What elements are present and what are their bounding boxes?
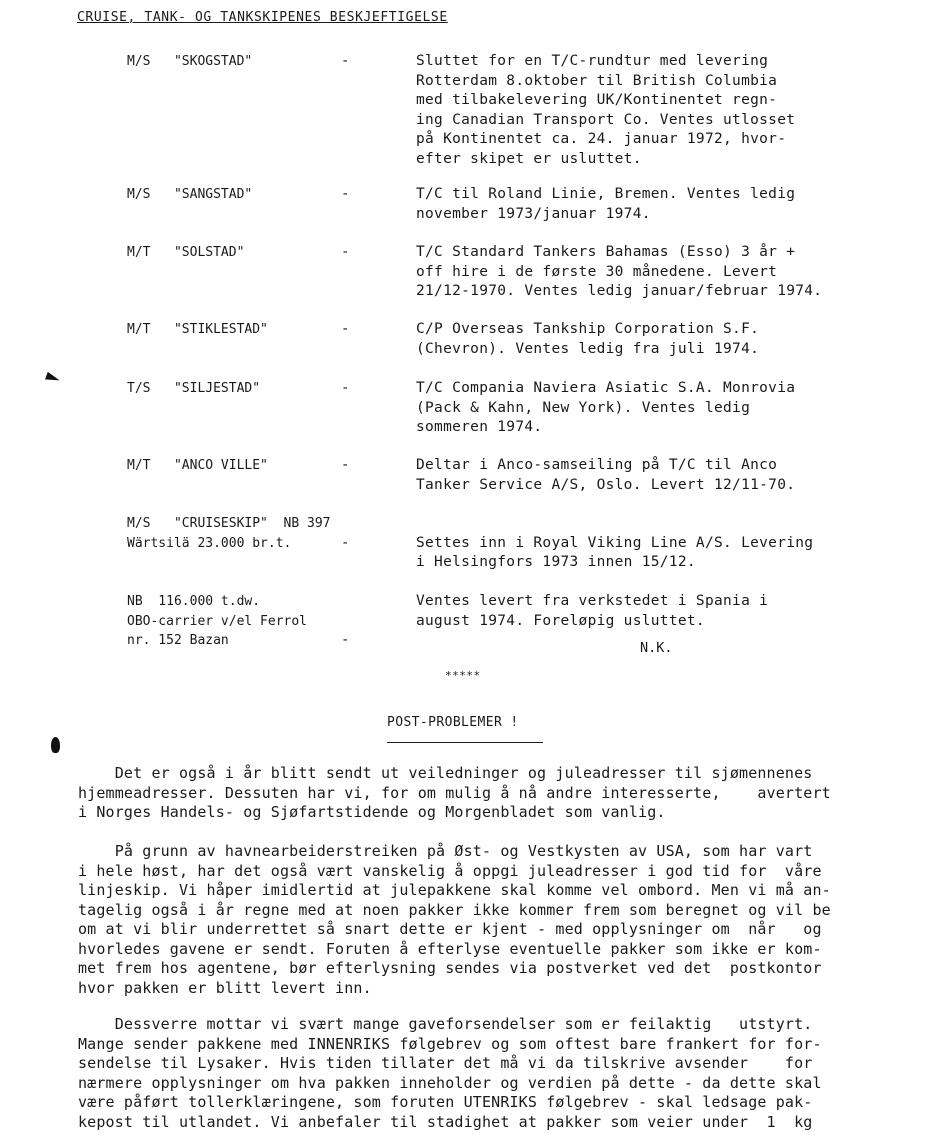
paragraph-line: hvorledes gavene er sendt. Foruten å efterlyse eventuelle pakker som ikke er kom-	[78, 939, 822, 958]
ship-dash: -	[341, 53, 350, 69]
ship-description	[416, 456, 876, 495]
section-heading: CRUISE, TANK- OG TANKSKIPENES BESKJEFTIGELSE	[77, 10, 448, 25]
paragraph-juleadresser	[78, 764, 868, 823]
description-line: (Pack & Kahn, New York). Ventes ledig	[416, 399, 751, 416]
ship-dash: -	[341, 534, 350, 551]
paragraph-line: På grunn av havnearbeiderstreiken på Øst- og Vestkysten av USA, som har vart	[78, 842, 813, 860]
author-signature: N.K.	[640, 640, 673, 656]
ship-name: M/S "CRUISESKIP" NB 397 Wärtsilä 23.000 br.t.	[127, 516, 331, 551]
paragraph-line: hjemmeadresser. Dessuten har vi, for om mulig å nå andre interesserte, avertert	[78, 783, 831, 802]
ship-description	[416, 379, 876, 438]
margin-arrow-mark	[45, 372, 61, 384]
description-line: Rotterdam 8.oktober til British Columbia	[416, 72, 778, 89]
description-line: Settes inn i Royal Viking Line A/S. Levering	[416, 534, 814, 551]
paragraph-gaveforsendelser	[78, 1015, 868, 1132]
ship-dash: -	[341, 186, 350, 202]
description-line: efter skipet er usluttet.	[416, 150, 642, 167]
heading-underline	[387, 742, 543, 743]
paragraph-line: være påført tollerklæringene, som foruten UTENRIKS følgebrev - skal ledsage pak-	[78, 1093, 813, 1111]
paragraph-line: Det er også i år blitt sendt ut veiledninger og juleadresser til sjømennenes	[78, 764, 813, 782]
ship-name: NB 116.000 t.dw. OBO-carrier v/el Ferrol nr. 152 Bazan	[127, 594, 308, 648]
ship-name: T/S "SILJESTAD"	[127, 381, 261, 396]
paragraph-line: Dessverre mottar vi svært mange gaveforsendelser som er feilaktig utstyrt.	[78, 1015, 813, 1033]
description-line: C/P Overseas Tankship Corporation S.F.	[416, 321, 760, 337]
paragraph-havnestreik	[78, 842, 868, 998]
margin-punch-mark	[51, 737, 60, 753]
ship-description	[416, 185, 876, 224]
ship-description	[416, 320, 876, 359]
description-line: off hire i de første 30 månedene. Levert	[416, 263, 778, 280]
ship-name: M/T "ANCO VILLE"	[127, 458, 268, 473]
ship-dash: -	[341, 632, 350, 648]
ship-name: M/T "SOLSTAD"	[127, 245, 245, 260]
paragraph-line: met frem hos agentene, bør efterlysning sendes via postverket ved det postkontor	[78, 959, 822, 977]
ship-dash: -	[341, 244, 350, 260]
description-line: (Chevron). Ventes ledig fra juli 1974.	[416, 340, 760, 357]
paragraph-line: kepost til utlandet. Vi anbefaler til stadighet at pakker som veier under 1 kg	[78, 1112, 813, 1131]
section-separator: *****	[445, 669, 481, 682]
paragraph-line: tagelig også i år regne med at noen pakker ikke kommer frem som beregnet og vil be	[78, 900, 831, 919]
description-line: sommeren 1974.	[416, 419, 543, 435]
ship-description	[416, 592, 876, 631]
description-line: Sluttet for en T/C-rundtur med levering	[416, 53, 769, 69]
paragraph-line: sendelse til Lysaker. Hvis tiden tillater det må vi da tilskrive avsender for	[78, 1054, 813, 1072]
ship-description	[416, 243, 876, 302]
description-line: Deltar i Anco-samseiling på T/C til Anco	[416, 457, 778, 473]
ship-dash: -	[341, 321, 350, 337]
description-line: T/C til Roland Linie, Bremen. Ventes ledig	[416, 186, 796, 202]
description-line: T/C Standard Tankers Bahamas (Esso) 3 år +	[416, 244, 796, 260]
paragraph-line: nærmere opplysninger om hva pakken inneholder og verdien på dette - da dette skal	[78, 1073, 822, 1092]
description-line: Ventes levert fra verkstedet i Spania i	[416, 593, 769, 609]
ship-name: M/S "SANGSTAD"	[127, 187, 253, 202]
description-line: med tilbakelevering UK/Kontinentet regn-	[416, 92, 778, 108]
paragraph-line: Mange sender pakkene med INNENRIKS følgebrev og som oftest bare frankert for for-	[78, 1034, 822, 1053]
ship-description	[416, 534, 876, 573]
ship-name: M/T "STIKLESTAD"	[127, 322, 268, 337]
paragraph-line: om at vi blir underrettet så snart dette er kjent - med opplysninger om når og	[78, 920, 822, 938]
post-problems-heading: POST-PROBLEMER !	[387, 715, 519, 730]
description-line: august 1974. Foreløpig usluttet.	[416, 612, 705, 629]
ship-description	[416, 52, 876, 169]
paragraph-line: i Norges Handels- og Sjøfartstidende og Morgenbladet som vanlig.	[78, 803, 666, 821]
description-line: 21/12-1970. Ventes ledig januar/februar 1974.	[416, 283, 823, 299]
description-line: på Kontinentet ca. 24. januar 1972, hvor-	[416, 131, 787, 147]
ship-dash: -	[341, 380, 350, 396]
paragraph-line: i hele høst, har det også vært vanskelig å oppgi juleadresser i god tid for våre	[78, 861, 822, 880]
description-line: november 1973/januar 1974.	[416, 205, 651, 222]
description-line: Tanker Service A/S, Oslo. Levert 12/11-70.	[416, 476, 796, 493]
ship-dash: -	[341, 457, 350, 473]
description-line: ing Canadian Transport Co. Ventes utlosset	[416, 111, 796, 128]
description-line: i Helsingfors 1973 innen 15/12.	[416, 554, 696, 570]
paragraph-line: linjeskip. Vi håper imidlertid at julepakkene skal komme vel ombord. Men vi må an-	[78, 881, 831, 899]
ship-name: M/S "SKOGSTAD"	[127, 54, 253, 69]
paragraph-line: hvor pakken er blitt levert inn.	[78, 978, 372, 997]
description-line: T/C Compania Naviera Asiatic S.A. Monrovia	[416, 380, 796, 396]
